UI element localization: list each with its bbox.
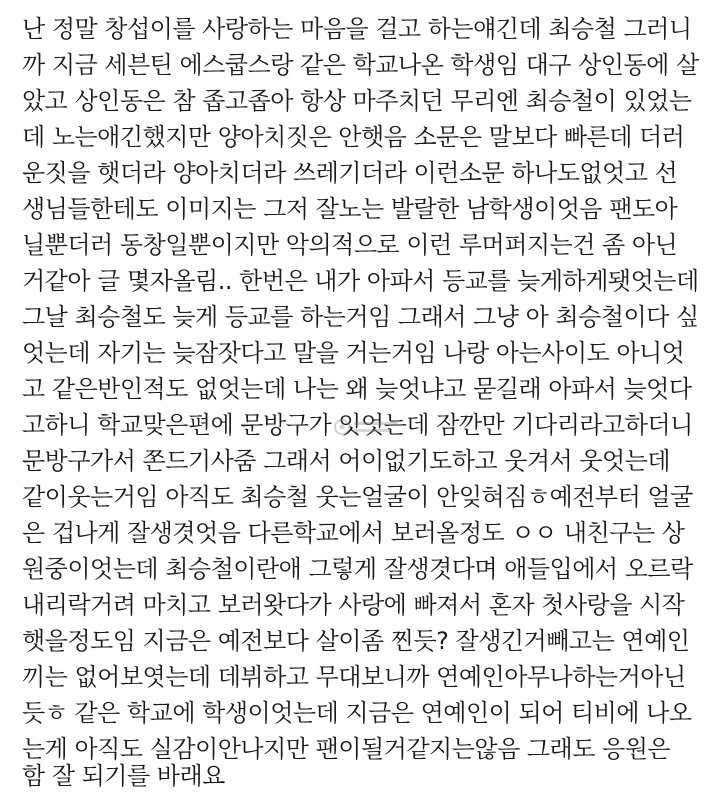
post-line-cropped: 함 잘 되기를 바래요 — [22, 762, 225, 790]
post-line: 고 같은반인적도 없엇는데 나는 왜 늦엇냐고 묻길래 아파서 늦엇다 — [22, 375, 692, 403]
post-line: 거같아 글 몇자올림.. 한번은 내가 아파서 등교를 늦게하게됏엇는데 — [22, 267, 699, 295]
post-line: 그날 최승철도 늦게 등교를 하는거임 그래서 그냥 아 최승철이다 싶 — [22, 303, 699, 331]
post-line: 끼는 없어보엿는데 데뷔하고 무대보니까 연예인아무나하는거아닌 — [22, 663, 686, 691]
post-line: 은 겁나게 잘생겻엇음 다른학교에서 보러올정도 ㅇㅇ 내친구는 상 — [22, 519, 685, 547]
post-line: 는게 아직도 실감이안나지만 팬이될거같지는않음 그래도 응원은 — [22, 735, 671, 763]
post-line: 닐뿐더러 동창일뿐이지만 악의적으로 이런 루머퍼지는건 좀 아닌 — [22, 231, 678, 259]
post-line: 같이웃는거임 아직도 최승철 웃는얼굴이 안잊혀짐ㅎ예전부터 얼굴 — [22, 483, 693, 511]
post-line: 생님들한테도 이미지는 그저 잘노는 발랄한 남학생이엇음 팬도아 — [22, 195, 678, 223]
post-line: 데 노는애긴했지만 양아치짓은 안햇음 소문은 말보다 빠른데 더러 — [22, 123, 685, 151]
post-line: 햇을정도임 지금은 예전보다 살이좀 찐듯? 잘생긴거빼고는 연예인 — [22, 627, 690, 655]
post-line: 고하니 학교맞은편에 문방구가 잇엇는데 잠깐만 기다리라고하더니 — [22, 411, 693, 439]
post-line: 운짓을 햇더라 양아치더라 쓰레기더라 이런소문 하나도없엇고 선 — [22, 159, 678, 187]
post-line: 문방구가서 쫀드기사줌 그래서 어이없기도하고 웃겨서 웃엇는데 — [22, 447, 671, 475]
post-line: 난 정말 창섭이를 사랑하는 마음을 걸고 하는얘긴데 최승철 그러니 — [22, 15, 692, 43]
watermark-logo — [332, 416, 402, 438]
post-line: 까 지금 세븐틴 에스쿱스랑 같은 학교나온 학생임 대구 상인동에 살 — [22, 51, 699, 79]
post-line: 엇는데 자기는 늦잠잣다고 말을 거는거임 나랑 아는사이도 아니엇 — [22, 339, 685, 367]
post-line: 내리락거려 마치고 보러왓다가 사랑에 빠져서 혼자 첫사랑을 시작 — [22, 591, 685, 619]
post-line: 듯ㅎ 같은 학교에 학생이엇는데 지금은 연예인이 되어 티비에 나오 — [22, 699, 692, 727]
post-line: 원중이엇는데 최승철이란애 그렇게 잘생겻다며 애들입에서 오르락 — [22, 555, 693, 583]
post-line: 았고 상인동은 참 좁고좁아 항상 마주치던 무리엔 최승철이 있었는 — [22, 87, 692, 115]
